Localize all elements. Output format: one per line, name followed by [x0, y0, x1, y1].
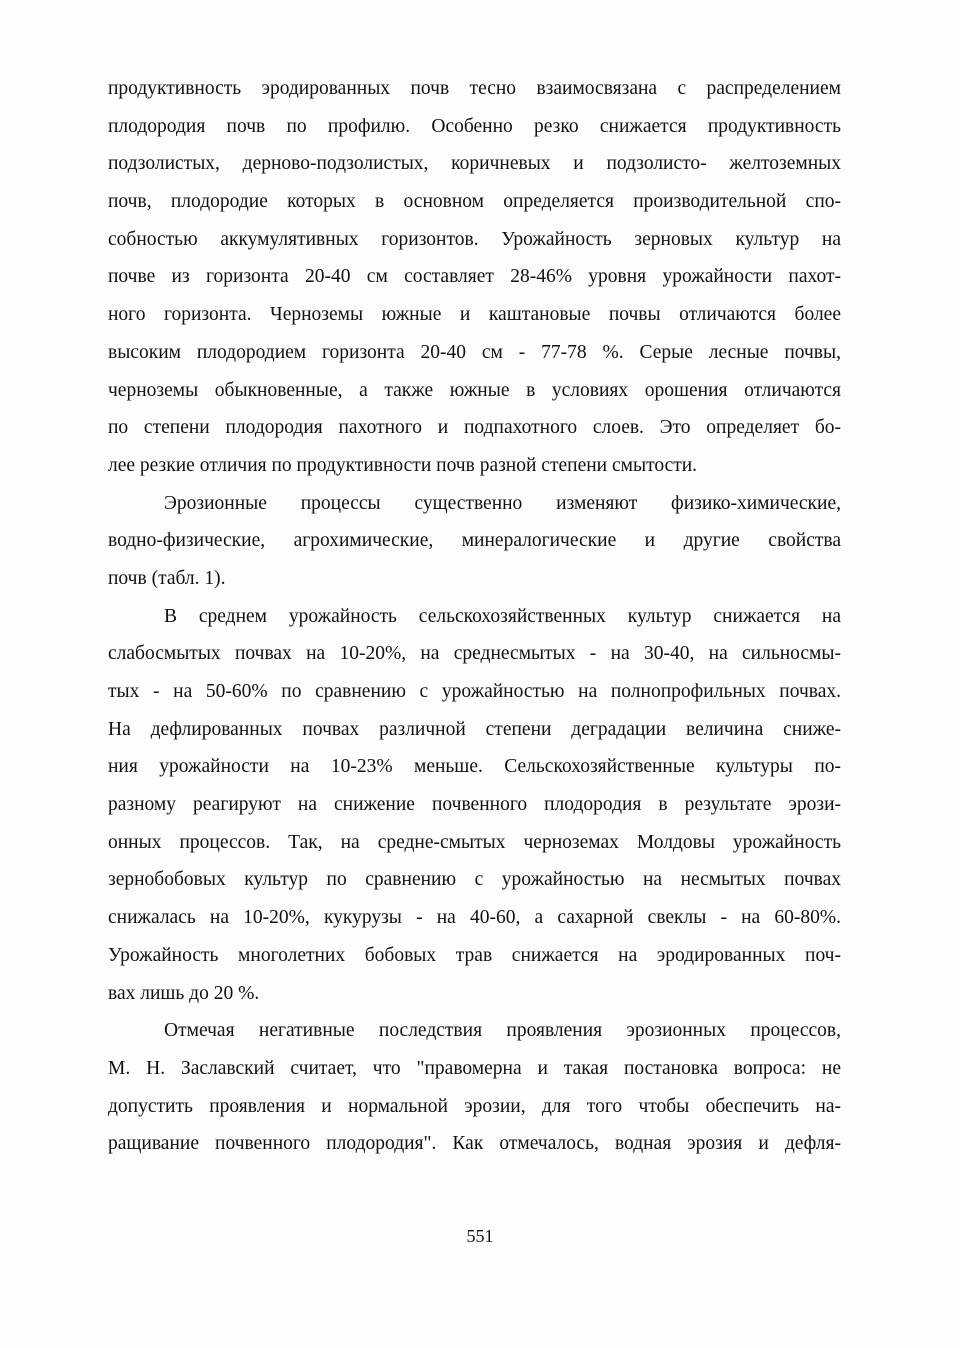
text-line: Урожайность многолетних бобовых трав снижается на эродированных поч-: [108, 944, 841, 966]
text-line: почве из горизонта 20-40 см составляет 28-46% уровня урожайности пахот-: [108, 266, 841, 288]
text-line: В среднем урожайность сельскохозяйственных культур снижается на: [164, 605, 841, 627]
text-line: разному реагируют на снижение почвенного плодородия в результате эрози-: [108, 794, 841, 816]
text-line: тых - на 50-60% по сравнению с урожайностью на полнопрофильных почвах.: [108, 681, 841, 702]
text-line: зернобобовых культур по сравнению с урожайностью на несмытых почвах: [108, 869, 841, 891]
body-text: [108, 70, 841, 1163]
text-line: На дефлированных почвах различной степени деградации величина сниже-: [108, 718, 841, 740]
text-line: подзолистых, дерново-подзолистых, коричневых и подзолисто- желтоземных: [108, 153, 841, 175]
text-line: водно-физические, агрохимические, минералогические и другие свойства: [108, 530, 841, 552]
text-line: черноземы обыкновенные, а также южные в условиях орошения отличаются: [108, 379, 841, 401]
text-line: ного горизонта. Черноземы южные и каштановые почвы отличаются более: [108, 304, 841, 326]
text-line: почв (табл. 1).: [108, 567, 226, 589]
text-line: слабосмытых почвах на 10-20%, на среднесмытых - на 30-40, на сильносмы-: [108, 643, 841, 665]
text-line: Эрозионные процессы существенно изменяют физико-химические,: [164, 492, 841, 514]
text-line: допустить проявления и нормальной эрозии, для того чтобы обеспечить на-: [108, 1095, 841, 1117]
text-line: онных процессов. Так, на средне-смытых черноземах Молдовы урожайность: [108, 831, 841, 853]
text-line: высоким плодородием горизонта 20-40 см - 77-78 %. Серые лесные почвы,: [108, 341, 841, 363]
text-line: лее резкие отличия по продуктивности почв разной степени смытости.: [108, 454, 698, 476]
text-line: снижалась на 10-20%, кукурузы - на 40-60, а сахарной свеклы - на 60-80%.: [108, 907, 841, 929]
text-line: почв, плодородие которых в основном определяется производительной спо-: [108, 191, 841, 213]
text-line: по степени плодородия пахотного и подпахотного слоев. Это определяет бо-: [108, 417, 841, 439]
text-line: Отмечая негативные последствия проявления эрозионных процессов,: [164, 1020, 841, 1042]
text-line: М. Н. Заславский считает, что "правомерна и такая постановка вопроса: не: [108, 1057, 841, 1079]
text-line: продуктивность эродированных почв тесно взаимосвязана с распределением: [108, 78, 841, 99]
paragraph-1: [108, 70, 841, 485]
paragraph-3: [108, 598, 841, 1013]
text-line: вах лишь до 20 %.: [108, 982, 260, 1004]
text-line: ращивание почвенного плодородия". Как отмечалось, водная эрозия и дефля-: [108, 1133, 841, 1155]
paragraph-4: [108, 1012, 841, 1163]
text-line: собностью аккумулятивных горизонтов. Урожайность зерновых культур на: [108, 228, 841, 250]
text-line: плодородия почв по профилю. Особенно резко снижается продуктивность: [108, 115, 841, 137]
page-number: 551: [466, 1226, 494, 1246]
text-line: ния урожайности на 10-23% меньше. Сельскохозяйственные культуры по-: [108, 756, 841, 778]
paragraph-2: [108, 485, 841, 598]
